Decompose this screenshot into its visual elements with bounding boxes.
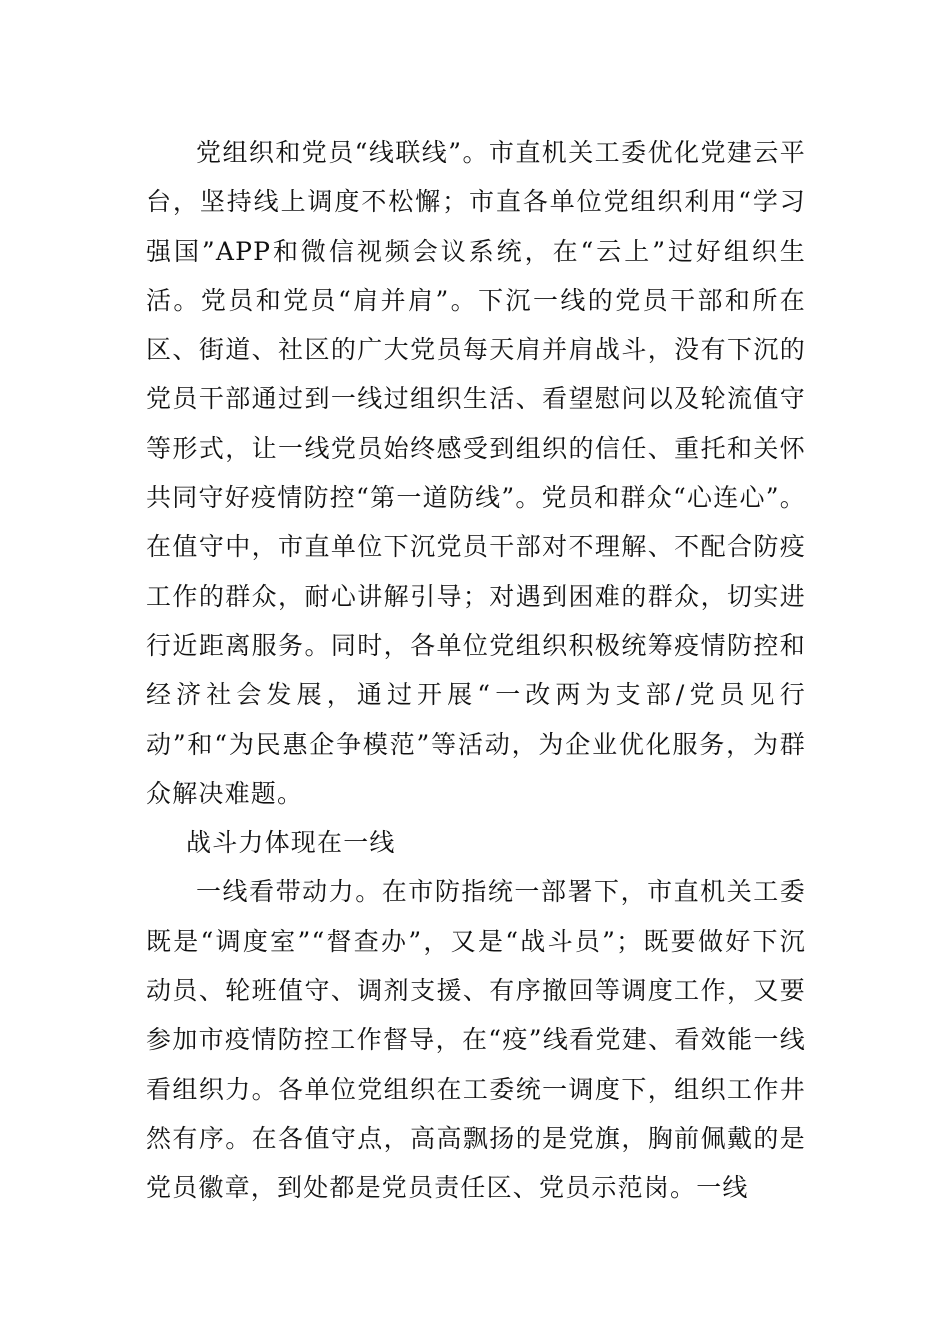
paragraph-frontline: 一线看带动力。在市防指统一部署下，市直机关工委既是“调度室”“督查办”，又是“战斗员”；既要做好下沉动员、轮班值守、调剂支援、有序撤回等调度工作，又要参加市疫情防控工作督导，在“疫”线看党建、看效能一线看组织力。各单位党组织在工委统一调度下，组织工作井然有序。在各值守点，高高飘扬的是党旗，胸前佩戴的是党员徽章，到处都是党员责任区、党员示范岗。一线 — [146, 877, 806, 1203]
document-body — [146, 128, 806, 1213]
paragraph-party-links: 党组织和党员“线联线”。市直机关工委优化党建云平台，坚持线上调度不松懈；市直各单位党组织利用“学习强国”APP和微信视频会议系统，在“云上”过好组织生活。党员和党员“肩并肩”。下沉一线的党员干部和所在区、街道、社区的广大党员每天肩并肩战斗，没有下沉的党员干部通过到一线过组织生活、看望慰问以及轮流值守等形式，让一线党员始终感受到组织的信任、重托和关怀共同守好疫情防控“第一道防线”。党员和群众“心连心”。在值守中，市直单位下沉党员干部对不理解、不配合防疫工作的群众，耐心讲解引导；对遇到困难的群众，切实进行近距离服务。同时，各单位党组织积极统筹疫情防控和经济社会发展，通过开展“一改两为支部/党员见行动”和“为民惠企争模范”等活动，为企业优化服务，为群众解决难题。 — [146, 138, 806, 808]
section-heading: 战斗力体现在一线 — [186, 828, 396, 858]
